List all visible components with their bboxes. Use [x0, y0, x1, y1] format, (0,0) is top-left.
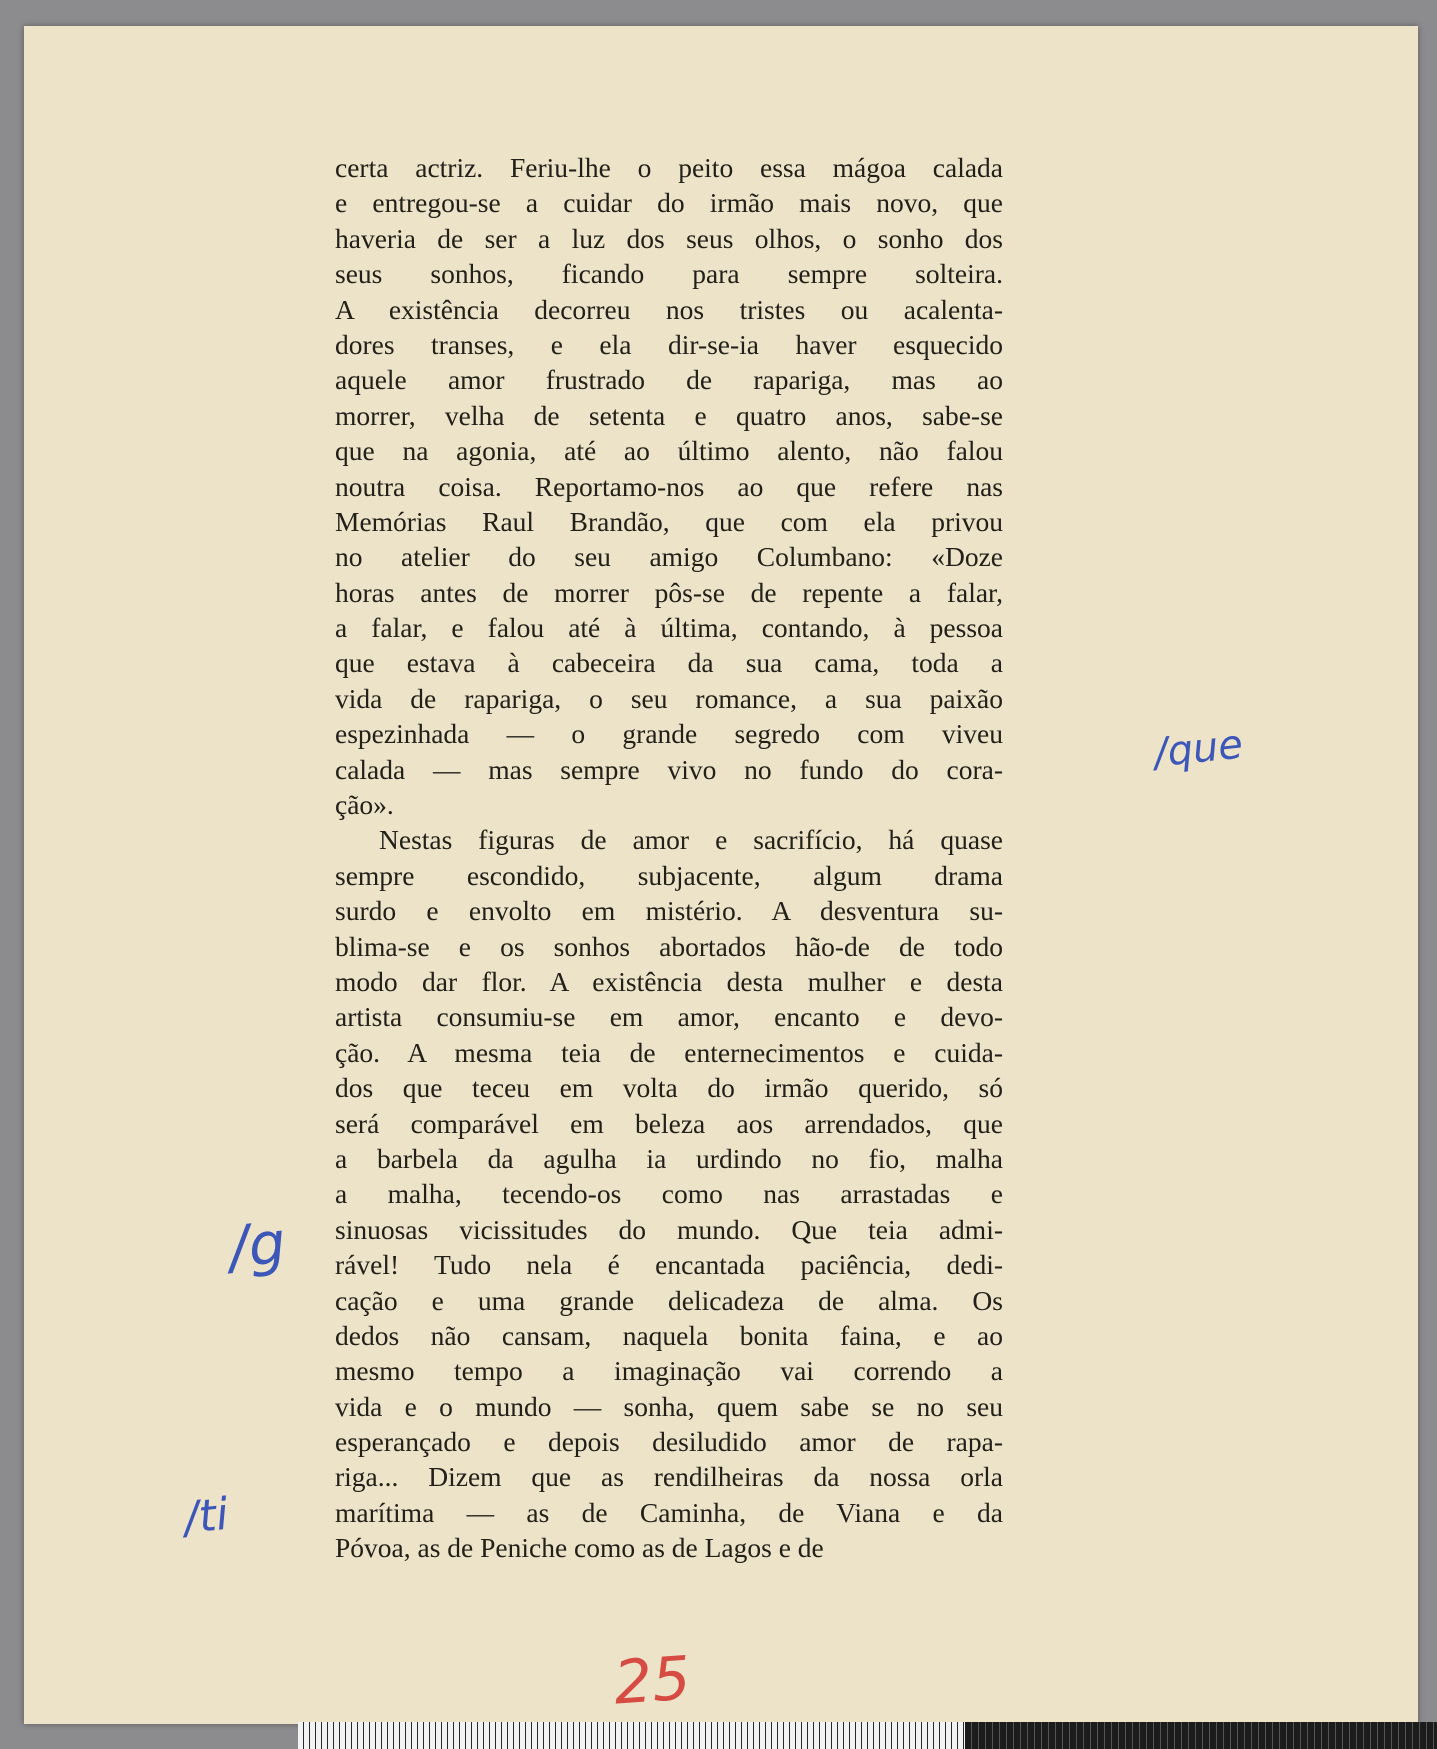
text-line: dos que teceu em volta do irmão querido, só [335, 1072, 1003, 1104]
text-line: cação e uma grande delicadeza de alma. Os [335, 1284, 1003, 1316]
text-line: espezinhada — o grande segredo com viveu [335, 718, 1003, 750]
text-line: que na agonia, até ao último alento, não falou [335, 435, 1003, 467]
margin-correction-right: /que [1151, 721, 1245, 777]
text-line: noutra coisa. Reportamo-nos ao que refere nas [335, 470, 1003, 502]
margin-correction-left-upper: /g [225, 1208, 289, 1282]
text-line: Memórias Raul Brandão, que com ela privou [335, 505, 1003, 537]
handwritten-page-number: 25 [611, 1643, 693, 1719]
text-line: Nestas figuras de amor e sacrifício, há quase [379, 824, 1003, 856]
text-line: e entregou-se a cuidar do irmão mais novo, que [335, 187, 1003, 219]
text-line: sempre escondido, subjacente, algum drama [335, 859, 1003, 891]
text-line: vida e o mundo — sonha, quem sabe se no seu [335, 1390, 1003, 1422]
text-line: Póvoa, as de Peniche como as de Lagos e de [335, 1532, 824, 1564]
text-line: aquele amor frustrado de rapariga, mas ao [335, 364, 1003, 396]
margin-correction-left-lower: /ti [181, 1488, 231, 1545]
text-line: ção». [335, 789, 394, 821]
text-line: seus sonhos, ficando para sempre solteira. [335, 258, 1003, 290]
text-line: a falar, e falou até à última, contando, à pessoa [335, 612, 1003, 644]
text-line: calada — mas sempre vivo no fundo do cora- [335, 753, 1003, 785]
text-line: rável! Tudo nela é encantada paciência, dedi- [335, 1249, 1003, 1281]
text-line: a barbela da agulha ia urdindo no fio, malha [335, 1142, 1003, 1174]
document-page [24, 26, 1418, 1724]
scale-ruler-dark-segment [965, 1722, 1437, 1749]
text-line: no atelier do seu amigo Columbano: «Doze [335, 541, 1003, 573]
text-line: marítima — as de Caminha, de Viana e da [335, 1496, 1003, 1528]
text-line: modo dar flor. A existência desta mulher e desta [335, 965, 1003, 997]
text-line: surdo e envolto em mistério. A desventura su- [335, 895, 1003, 927]
text-line: haveria de ser a luz dos seus olhos, o sonho dos [335, 222, 1003, 254]
text-line: artista consumiu-se em amor, encanto e devo- [335, 1001, 1003, 1033]
text-line: que estava à cabeceira da sua cama, toda a [335, 647, 1003, 679]
text-line: será comparável em beleza aos arrendados, que [335, 1107, 1003, 1139]
text-line: morrer, velha de setenta e quatro anos, sabe-se [335, 399, 1003, 431]
body-text [335, 150, 1003, 1566]
text-line: riga... Dizem que as rendilheiras da nossa orla [335, 1461, 1003, 1493]
text-line: sinuosas vicissitudes do mundo. Que teia admi- [335, 1213, 1003, 1245]
text-line: horas antes de morrer pôs-se de repente a falar, [335, 576, 1003, 608]
text-line: mesmo tempo a imaginação vai correndo a [335, 1355, 1003, 1387]
text-line: esperançado e depois desiludido amor de rapa- [335, 1426, 1003, 1458]
text-line: ção. A mesma teia de enternecimentos e cuida- [335, 1036, 1003, 1068]
text-line: dores transes, e ela dir-se-ia haver esquecido [335, 328, 1003, 360]
text-line: blima-se e os sonhos abortados hão-de de todo [335, 930, 1003, 962]
text-line: vida de rapariga, o seu romance, a sua paixão [335, 682, 1003, 714]
text-line: dedos não cansam, naquela bonita faina, e ao [335, 1319, 1003, 1351]
text-line: a malha, tecendo-os como nas arrastadas e [335, 1178, 1003, 1210]
text-line: A existência decorreu nos tristes ou acalenta- [335, 293, 1003, 325]
text-line: certa actriz. Feriu-lhe o peito essa mágoa calada [335, 152, 1003, 183]
